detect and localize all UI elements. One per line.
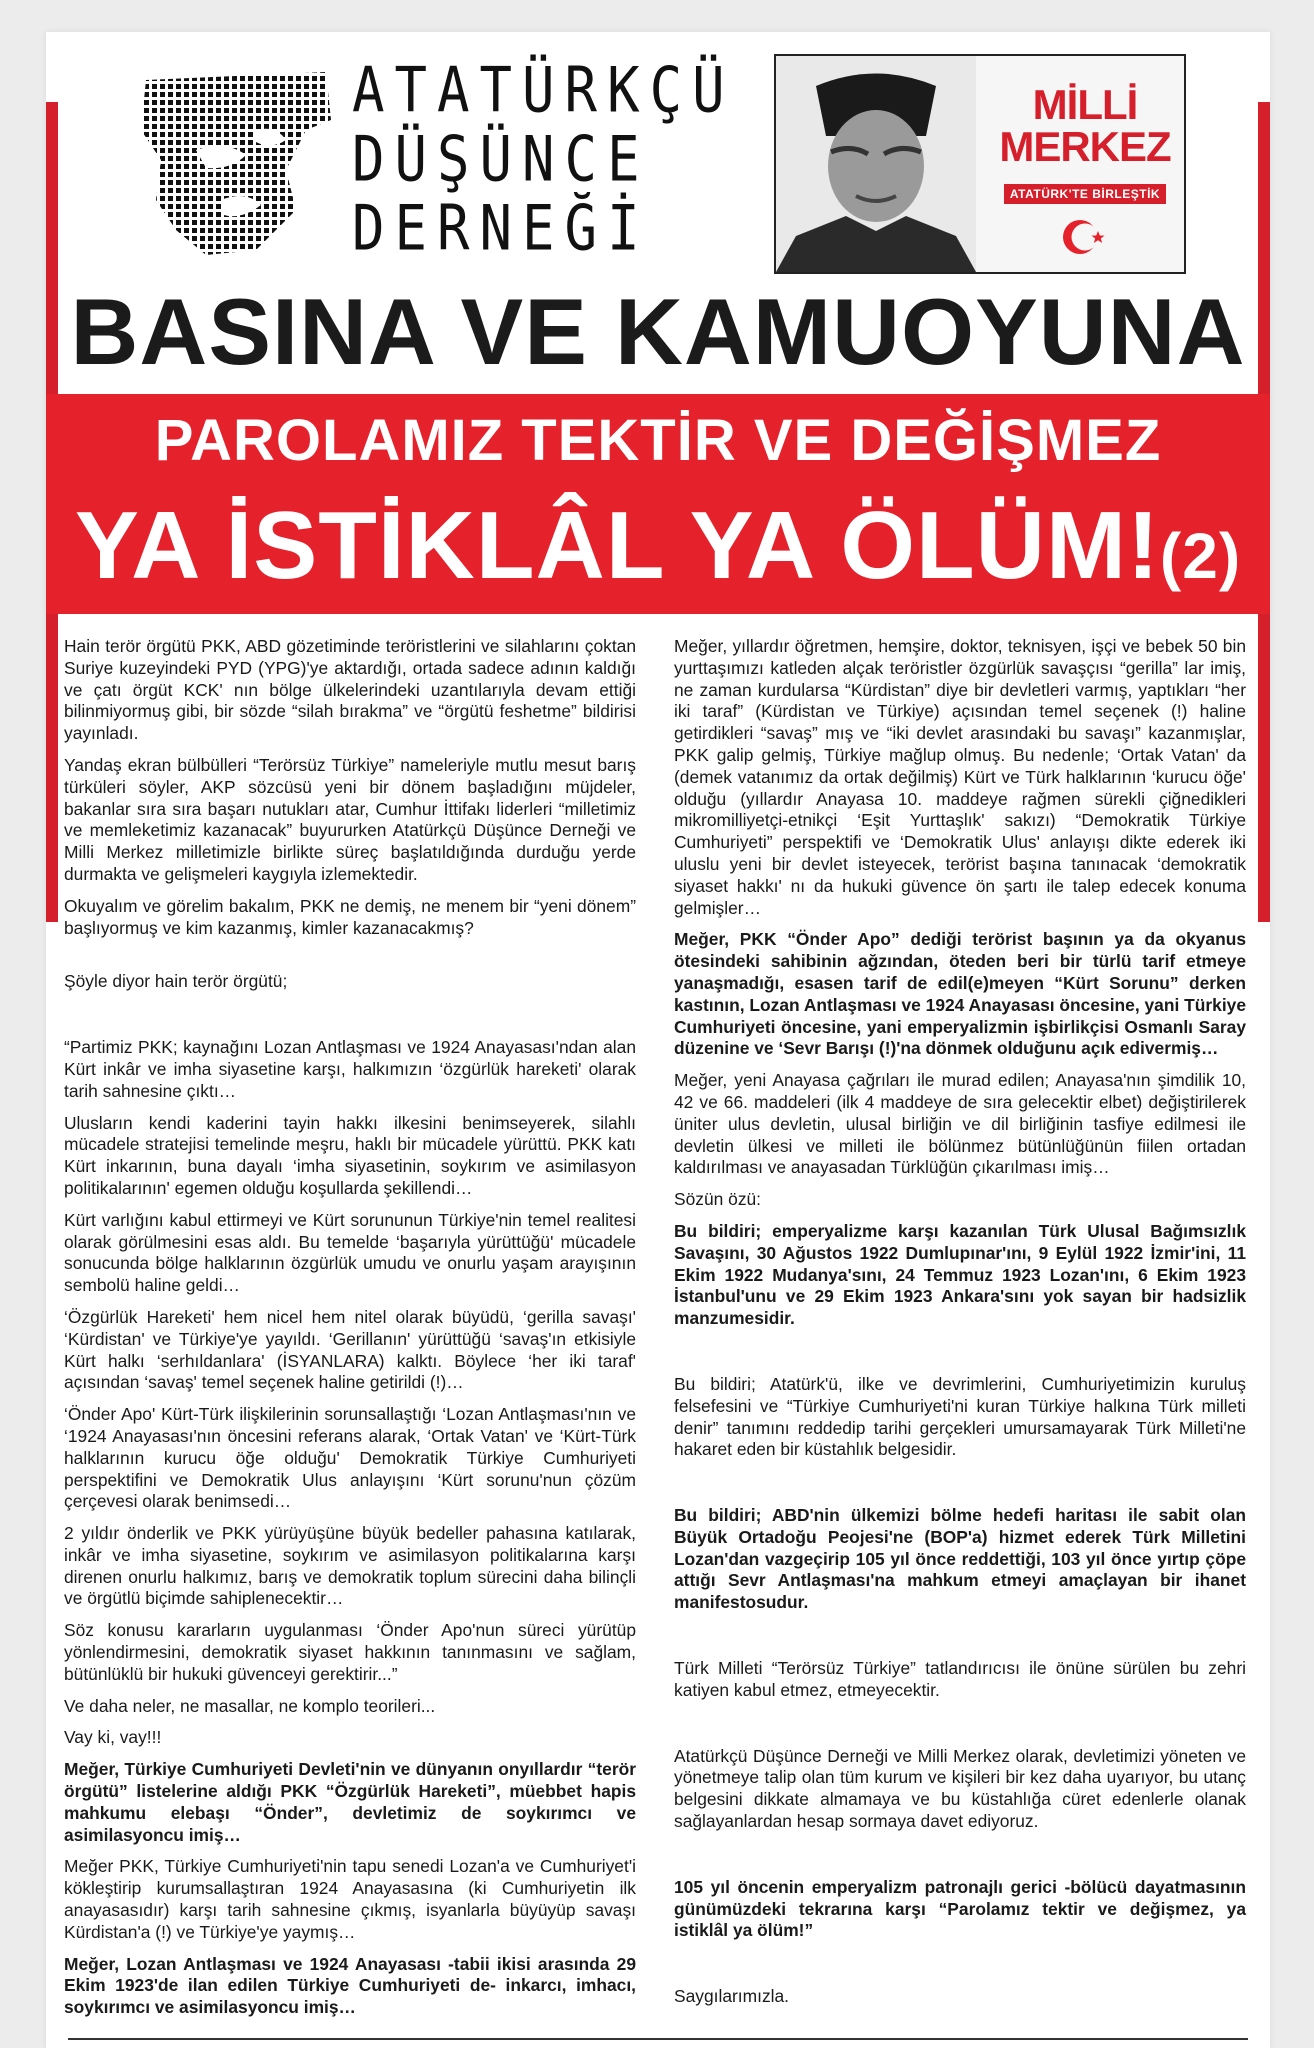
add-wordmark-line-2: DÜŞÜNCE bbox=[352, 123, 650, 196]
paragraph: Söz konusu kararların uygulanması ‘Önder Apo'nun süreci yürütüp yönlendirmesini, demokratik siyaset hakkının tanınmasını ve sağlam, bütünlüklü bir hukuki güvenceyi gerektirir...” bbox=[64, 1620, 636, 1684]
paragraph: Şöyle diyor hain terör örgütü; bbox=[64, 971, 288, 992]
paragraph: ‘Özgürlük Hareketi' hem nicel hem nitel olarak büyüdü, ‘gerilla savaşı' ‘Kürdistan' ve Türkiye'ye yayıldı. ‘Gerillanın' yürüttüğü ‘savaş'ın etkisiyle Kürt halkı ‘serhıldanlara' (İSYANLARA) kalktı. Böylece ‘her iki taraf' açısından ‘savaş' temel seçenek haline getirildi (!)… bbox=[64, 1306, 636, 1393]
paragraph: Vay ki, vay!!! bbox=[64, 1727, 162, 1748]
add-wordmark-line-1: ATATÜRKÇÜ bbox=[352, 54, 735, 127]
paragraph: Meğer, yeni Anayasa çağrıları ile murad edilen; Anayasa'nın şimdilik 10, 42 ve 66. maddeleri (ilk 4 maddeye de sıra gelecektir elbet) değiştirilerek üniter ulus devletin, ulusal birliğin ve dil birliğinin tasfiye edilmesi ile devletin ülkesi ve milleti ile bölünmez bütünlüğünün fiilen ortadan kaldırılması ve anayasadan Türklüğün çıkarılması imiş… bbox=[674, 1070, 1246, 1178]
crescent-star-icon bbox=[1060, 214, 1110, 260]
paragraph: Bu bildiri; ABD'nin ülkemizi bölme hedefi haritası ile sabit olan Büyük Ortadoğu Peojesi'ne (BOP'a) hizmet ederek Türk Milletini Lozan'dan vazgeçirip 105 yıl önce reddettiği, 103 yıl önce yırtıp çöpe attığı Sevr Antlaşması'na mahkum etmeyi amaçlayan bir ihanet manifestosudur. bbox=[674, 1505, 1246, 1613]
paragraph: “Partimiz PKK; kaynağını Lozan Antlaşması ve 1924 Anayasası'ndan alan Kürt inkâr ve imha siyasetine karşı, halkımızın ‘özgürlük hareketi' olarak tarih sahnesine çıktı… bbox=[64, 1037, 636, 1101]
press-release-page bbox=[46, 32, 1270, 2048]
headline: BASINA VE KAMUOYUNA bbox=[70, 279, 1246, 384]
paragraph: Türk Milleti “Terörsüz Türkiye” tatlandırıcısı ile önüne sürülen bu zehri katiyen kabul etmez, etmeyecektir. bbox=[674, 1658, 1246, 1700]
paragraph: Kürt varlığını kabul ettirmeyi ve Kürt sorununun Türkiye'nin temel realitesi olarak görülmesini esas aldı. Bu temelde ‘başarıyla yürüttüğü' mücadele sonucunda bölge halklarının özgürlük umudu ve onurlu yaşam arayışının sembolü haline geldi… bbox=[64, 1209, 636, 1296]
milli-merkez-title: MİLLİ MERKEZ bbox=[999, 81, 1171, 170]
add-wordmark bbox=[352, 54, 735, 265]
paragraph: Sözün özü: bbox=[674, 1189, 762, 1210]
banner-number: (2) bbox=[1159, 520, 1242, 592]
milli-merkez-brand bbox=[986, 56, 1184, 272]
milli-merkez-tagline: ATATÜRK'TE BİRLEŞTİK bbox=[1004, 184, 1166, 204]
ataturk-silhouette-icon bbox=[136, 60, 336, 260]
paragraph: Yandaş ekran bülbülleri “Terörsüz Türkiye” nameleriyle mutlu mesut barış türküleri söyler, AKP sözcüsü yeni bir dönem başladığını müjdeler, bakanlar sıra sıra başarı nutukları atar, Cumhur İttifakı liderleri “milletimiz ve memleketimiz kazanacak” buyururken Atatürkçü Düşünce Derneği ve Milli Merkez milletimizle birlikte süreç başlatıldığında durduğu yerde durmakta ve gelişmeleri kaygıyla izlemektedir. bbox=[64, 754, 636, 884]
paragraph: Ve daha neler, ne masallar, ne komplo teorileri... bbox=[64, 1695, 436, 1716]
paragraph: Meğer, yıllardır öğretmen, hemşire, doktor, teknisyen, işçi ve bebek 50 bin yurttaşımızı katleden alçak teröristler özgürlük savaşçısı “gerilla” lar imiş, ne zaman kurdularsa “Kürdistan” diye bir devletleri varmış, yaptıkları “her iki taraf” (Kürdistan ve Türkiye) açısından temel seçenek (!) haline getirdikleri “savaş” mış ve “iki devlet arasındaki bu savaşı” kazanmışlar, PKK galip gelmiş, Türkiye mağlup olmuş. Bu nedenle; ‘Ortak Vatan' da (demek vatanımız da ortak değilmiş) Kürt ve Türk halklarının ‘kurucu öğe' olduğu (yıllardır Anayasa 10. maddeye rağmen sürekli çiğnedikleri mikromilliyetçi-etnikçi ‘Eşit Yurttaşlık' sakızı) “Demokratik Türkiye Cumhuriyeti” perspektifi ve ‘Demokratik Ulus' anlayışı dikte ederek iki uluslu yeni bir devlet isteyecek, terörist başına tanınacak ‘demokratik siyaset hakkı' nı da hukuki güvence ön şartı ile talep edecek konuma gelmişler… bbox=[674, 636, 1246, 918]
ataturk-portrait-photo bbox=[776, 56, 976, 272]
milli-merkez-logo-box bbox=[774, 54, 1186, 274]
red-banner bbox=[46, 394, 1270, 614]
paragraph: Meğer, Türkiye Cumhuriyeti Devleti'nin ve dünyanın onyıllardır “terör örgütü” listelerine aldığı PKK “Özgürlük Hareketi”, müebbet hapis mahkumu elebaşı “Önder”, devletimiz de soykırımcı ve asimilasyoncu imiş… bbox=[64, 1759, 636, 1845]
right-column bbox=[674, 636, 1246, 2018]
paragraph: 105 yıl öncenin emperyalizm patronajlı gerici -bölücü dayatmasının günümüzdeki tekrarına karşı “Parolamız tektir ve değişmez, ya istiklâl ya ölüm!” bbox=[674, 1876, 1246, 1941]
ataturkcu-dusunce-dernegi-logo bbox=[136, 54, 735, 265]
paragraph: Okuyalım ve görelim bakalım, PKK ne demiş, ne menem bir “yeni dönem” başlıyormuş ve kim kazanmış, kimler kazanacakmış? bbox=[64, 895, 636, 938]
footer-rule bbox=[68, 2038, 1248, 2040]
paragraph: Bu bildiri; emperyalizme karşı kazanılan Türk Ulusal Bağımsızlık Savaşını, 30 Ağustos 1922 Dumlupınar'ını, 9 Eylül 1922 İzmir'ini, 11 Ekim 1922 Mudanya'sını, 24 Temmuz 1923 Lozan'ını, 6 Ekim 1923 İstanbul'unu ve 29 Ekim 1923 Ankara'sını yok sayan bir hadsizlik manzumesidir. bbox=[674, 1220, 1246, 1329]
banner-title-text: YA İSTİKLÂL YA ÖLÜM! bbox=[74, 492, 1160, 599]
paragraph: Bu bildiri; Atatürk'ü, ilke ve devrimlerini, Cumhuriyetimizin kuruluş felsefesini ve “Türkiye Cumhuriyeti'ni kuran Türkiye halkına Türk milleti denir” tanımını reddedip tarihi gerçekleri umursamayarak Türk Milleti'ne hakaret eden bir küstahlık belgesidir. bbox=[674, 1373, 1246, 1460]
paragraph: Meğer, PKK “Önder Apo” dediği terörist başının ya da okyanus ötesindeki sahibinin ağzından, öteden beri bir türlü tarif etmeye yanaşmadığı, esasen tarif de edil(e)meyen “Kürt Sorunu” derken kastının, Lozan Antlaşması ve 1924 Anayasası öncesine, yani Türkiye Cumhuriyeti öncesine, yani emperyalizmin işbirlikçisi Osmanlı Saray düzenine ve ‘Sevr Barışı (!)'na dönmek olduğunu açık edivermiş… bbox=[674, 929, 1246, 1059]
paragraph: 2 yıldır önderlik ve PKK yürüyüşüne büyük bedeller pahasına katılarak, inkâr ve imha siyasetine, soykırım ve asimilasyon politikalarına karşı direnen onurlu halkımız, barış ve demokratik toplum sürecini daha bilinçli ve örgütlü biçimde sahiplenecektir… bbox=[64, 1523, 636, 1609]
add-wordmark-line-3: DERNEĞİ bbox=[352, 192, 650, 265]
banner-subtitle: PAROLAMIZ TEKTİR VE DEĞİŞMEZ bbox=[154, 408, 1162, 473]
paragraph: Atatürkçü Düşünce Derneği ve Milli Merkez olarak, devletimizi yöneten ve yönetmeye talip olan tüm kurum ve kişileri bir kez daha uyarıyor, bu utanç belgesini dikkate almamaya ve bu küstahlığa cüret edenlerle olanak sağlayanlardan hesap sormaya davet ediyoruz. bbox=[674, 1745, 1246, 1832]
paragraph: Meğer, Lozan Antlaşması ve 1924 Anayasası -tabii ikisi arasında 29 Ekim 1923'de ilan edilen Türkiye Cumhuriyeti de- inkarcı, imhacı, soykırımcı ve asimilasyoncu imiş… bbox=[64, 1953, 636, 2018]
paragraph: Meğer PKK, Türkiye Cumhuriyeti'nin tapu senedi Lozan'a ve Cumhuriyet'i kökleştirip kurumsallaştıran 1924 Anayasasına (ki Cumhuriyetin ilk anayasasıdır) karşı tarih sahnesine çıkmış, isyanlarla büyüyüp savaşı Kürdistan'a (!) ve Türkiye'ye yaymış… bbox=[64, 1856, 636, 1942]
banner-title bbox=[46, 486, 1270, 616]
left-column bbox=[64, 636, 636, 2029]
paragraph: Ulusların kendi kaderini tayin hakkı ilkesini benimseyerek, silahlı mücadele stratejisi temelinde meşru, haklı bir mücadele yürüttü. PKK katı Kürt inkarının, buna dayalı ‘imha siyasetinin, soykırım ve asimilasyon politikalarının' egemen olduğu koşullarda şekillendi… bbox=[64, 1112, 636, 1198]
paragraph: Hain terör örgütü PKK, ABD gözetiminde teröristlerini ve silahlarını çoktan Suriye kuzeyindeki PYD (YPG)'ye aktardığı, ortada sadece adının kaldığı ve çatı örgüt KCK' nın bölge ülkelerindeki uzantılarıyla devam ettiği bilinmiyormuş gibi, bir sözde “silah bırakma” ve “örgütü feshetme” bildirisi yayınladı. bbox=[64, 636, 636, 744]
signoff: Saygılarımızla. bbox=[674, 1986, 790, 2007]
paragraph: ‘Önder Apo' Kürt-Türk ilişkilerinin sorunsallaştığı ‘Lozan Antlaşması'nın ve ‘1924 Anayasası'nın öncesini referans alarak, ‘Ortak Vatan' ve ‘Kürt-Türk halklarının kurucu öğe olduğu' Demokratik Türkiye Cumhuriyeti perspektifini ve Demokratik Ulus anlayışını ‘Kürt sorunu'nun çözüm çerçevesi olarak benimsedi… bbox=[64, 1404, 636, 1512]
